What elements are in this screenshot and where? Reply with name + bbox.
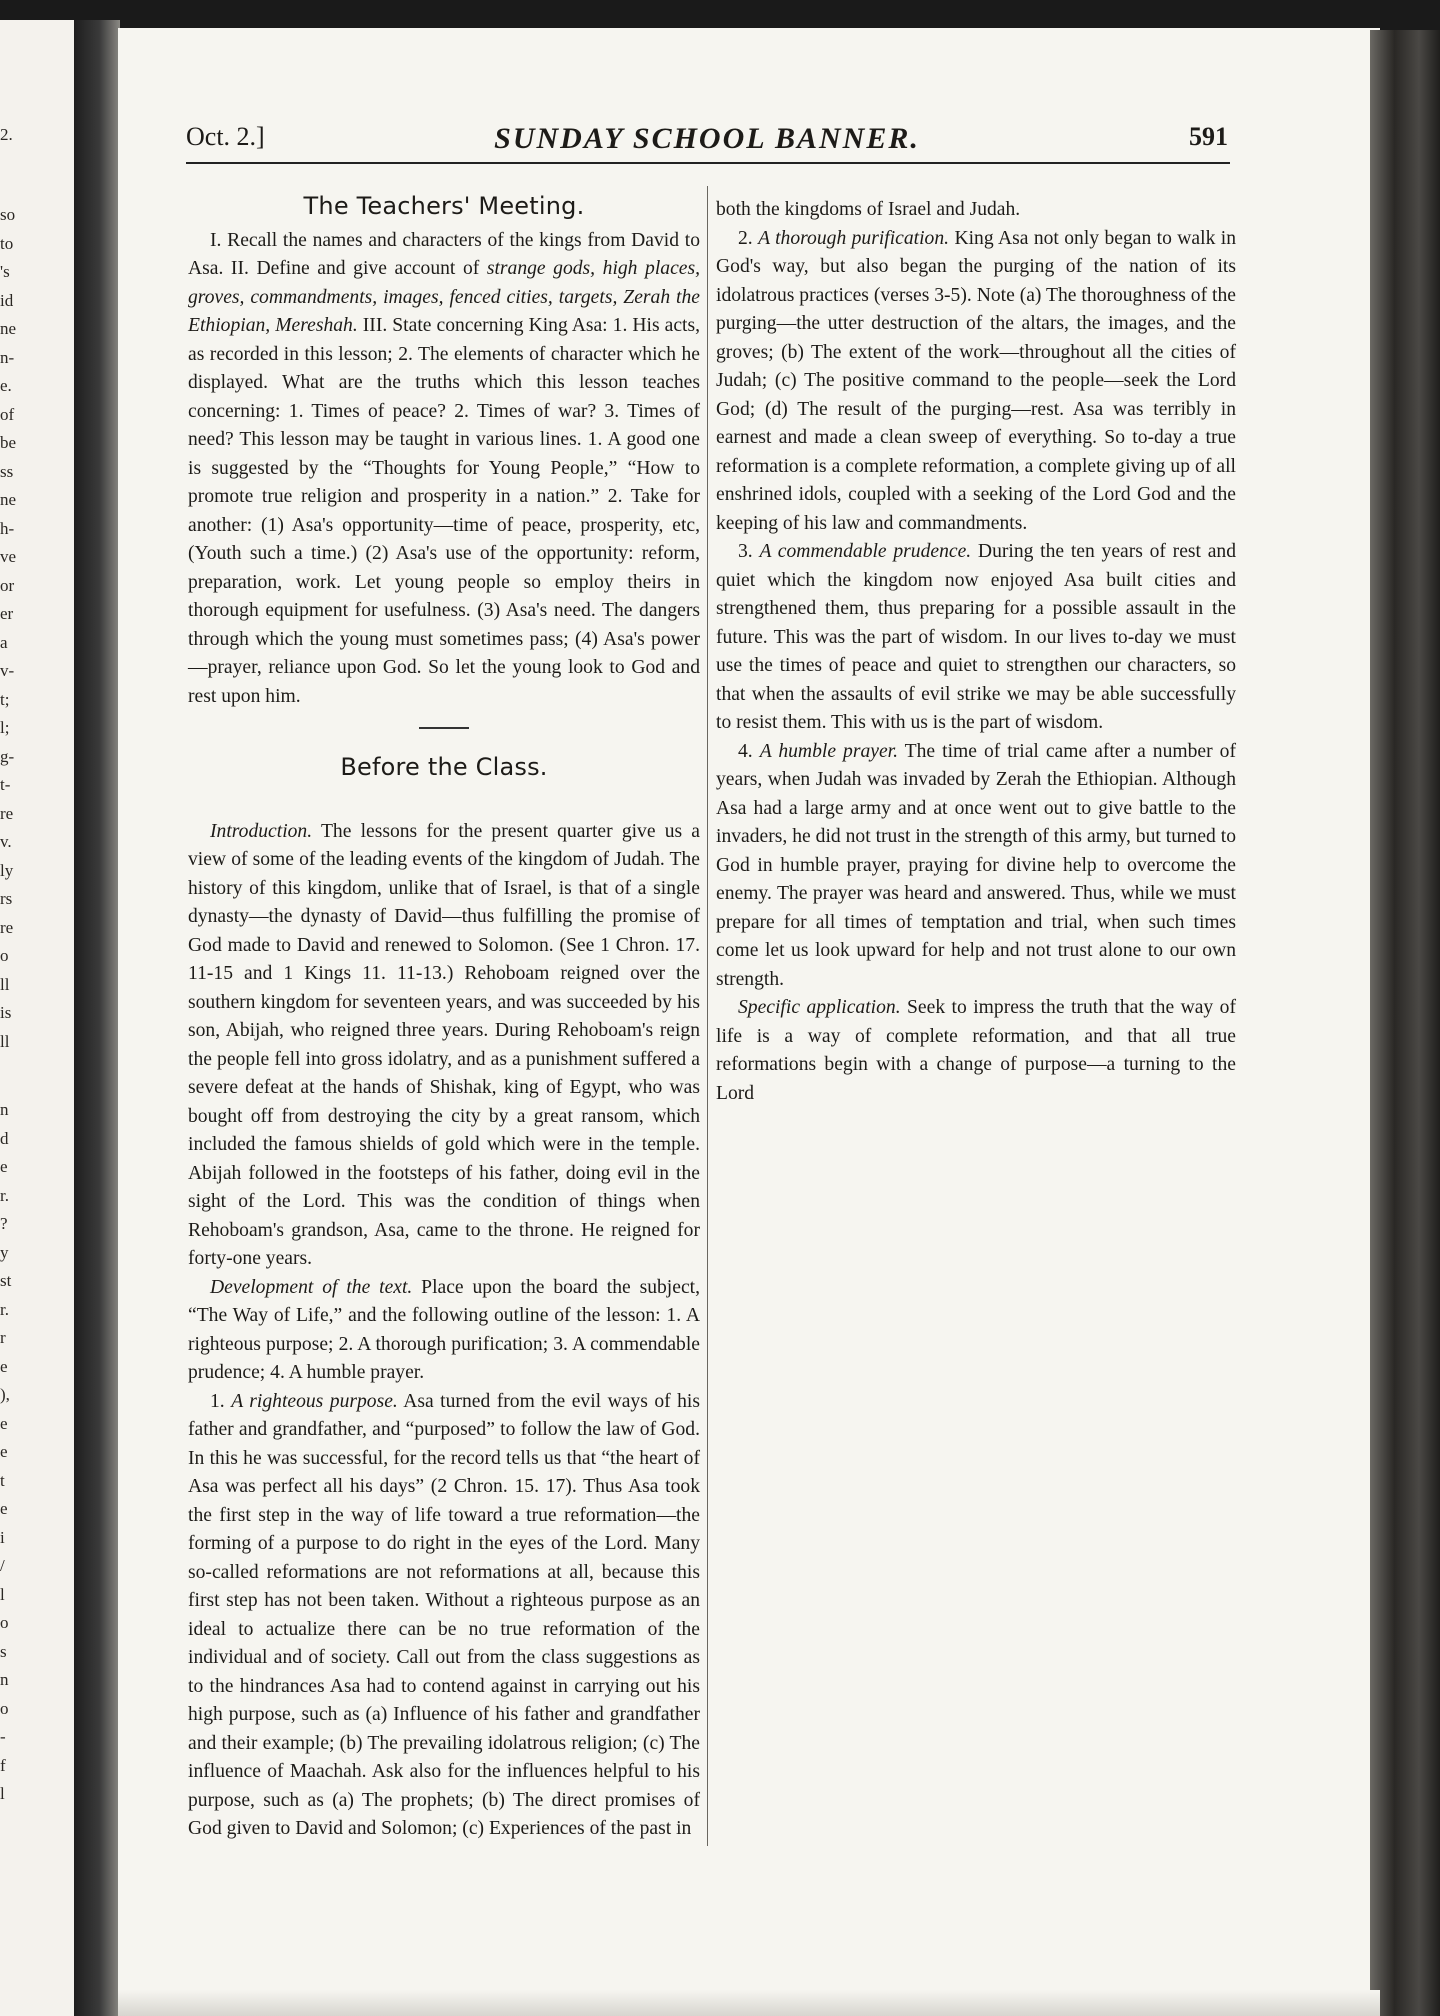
point-1-continued: both the kingdoms of Israel and Judah. — [716, 199, 1021, 220]
introduction-label: Introduction. — [210, 820, 313, 842]
adjacent-page-fragment: r. — [0, 1185, 9, 1205]
adjacent-page-fragment: e — [0, 1356, 8, 1376]
left-column — [188, 192, 700, 1844]
adjacent-page-fragment: ly — [0, 860, 14, 880]
point-1-number: 1. — [210, 1390, 225, 1412]
adjacent-page-fragment: l — [0, 1784, 5, 1803]
adjacent-page-fragment: ? — [0, 1214, 8, 1233]
point-4-paragraph — [716, 738, 1236, 995]
adjacent-page-fragment: of — [0, 404, 15, 424]
adjacent-page-fragment: e — [0, 1157, 8, 1176]
adjacent-page-fragment: / — [0, 1556, 5, 1575]
point-3-text: During the ten years of rest and quiet which the kingdom now enjoyed Asa built cities and strengthened them, thus preparing for a possible assault in the future. This was the part of wisdom. In our lives to-day we must use the times of peace and quiet to strengthen our characters, so that when the assaults of evil strike we may be able successfully to resist them. This with us is the part of wisdom. — [716, 541, 1236, 733]
point-3-number: 3. — [738, 541, 753, 562]
header-date: Oct. 2.] — [186, 122, 265, 151]
adjacent-page-fragment: er — [0, 604, 14, 623]
adjacent-page-fragment: y — [0, 1242, 9, 1262]
point-1-text: Asa turned from the evil ways of his father and grandfather, and “purposed” to follow the law of God. In this he was successful, for the record tells us that “the heart of Asa was perfect all his days” (2 Chron. 15. 17). Thus Asa took the first step in the way of life toward a true reformation—the forming of a purpose to do right in the eyes of the Lord. Many so-called reformations are not reformations at all, because this first step has not been taken. Without a righteous purpose as an ideal to actualize there can be no true reformation of the individual and of society. Call out from the class suggestions as to the hindrances Asa had to contend against in carrying out his high purpose, such as (a) Influence of his father and grandfather and their example; (b) The prevailing idolatrous religion; (c) The influence of Maachah. Ask also for the influences helpful to his purpose, such as (a) The prophets; (b) The direct promises of God given to David and Solomon; (c) Experiences of the past in — [188, 1390, 700, 1839]
page-bottom-shadow — [118, 1990, 1380, 2016]
book-gutter — [74, 20, 120, 2016]
adjacent-page-fragment: so — [0, 205, 16, 224]
header-rule — [186, 162, 1230, 164]
adjacent-page-fragment: ), — [0, 1385, 10, 1404]
adjacent-page-fragment: t; — [0, 689, 10, 709]
running-header — [186, 122, 1228, 162]
adjacent-page-fragment: re — [0, 803, 14, 823]
point-4-label: A humble prayer. — [759, 740, 898, 762]
development-paragraph — [188, 1274, 700, 1388]
development-label: Development of the text. — [210, 1276, 413, 1298]
tm-text-2: III. State concerning King Asa: 1. His acts, as recorded in this lesson; 2. The elements of character which he displayed. What are the truths which this lesson teaches concerning: 1. Times of peace? 2. Times of war? 3. Times of need? This lesson may be taught in various lines. 1. A good one is suggested by the “Thoughts for Young People,” “How to promote true religion and prosperity in a nation.” 2. Take for another: (1) Asa's opportunity—time of peace, prosperity, etc, (Youth such a time.) (2) Asa's use of the opportunity: reform, preparation, work. Let young people so employ theirs in thorough equipment for usefulness. (3) Asa's need. The dangers through which the young must sometimes pass; (4) Asa's power—prayer, reliance upon God. So let the young look to God and rest upon him. — [188, 315, 700, 707]
specific-application-text: Seek to impress the truth that the way of life is a way of complete reformation, and that all true reformations begin with a change of purpose—a turning to the Lord — [716, 997, 1236, 1104]
adjacent-page-fragment: h- — [0, 518, 15, 538]
adjacent-page-fragment: o — [0, 1613, 9, 1632]
column-divider — [707, 186, 708, 1846]
adjacent-page-fragment: g- — [0, 746, 15, 766]
adjacent-page-fragment: e — [0, 1442, 8, 1461]
adjacent-page-fragment: f — [0, 1755, 6, 1775]
tm-text-1: I. Recall the names and characters of the kings from David to Asa. II. Define and give account of — [188, 229, 700, 279]
adjacent-page-fragment: id — [0, 290, 14, 310]
adjacent-page-fragment: re — [0, 917, 14, 937]
adjacent-page-fragment: 2. — [0, 125, 13, 144]
adjacent-page-fragment: n — [0, 1670, 9, 1689]
adjacent-page-fragment: n — [0, 1100, 9, 1119]
point-2-text: King Asa not only began to walk in God's way, but also began the purging of the nation of its idolatrous practices (verses 3-5). Note (a) The thoroughness of the purging—the utter destruction of the altars, the images, and the groves; (b) The extent of the work—throughout all the cities of Judah; (c) The positive command to the people—seek the Lord God; (d) The result of the purging—rest. Asa was terribly in earnest and made a clean sweep of everything. So to-day a true reformation is a complete reformation, a complete giving up of all enshrined idols, coupled with a seeking of the Lord God and the keeping of his law and commandments. — [716, 227, 1236, 534]
introduction-paragraph — [188, 818, 700, 1274]
adjacent-page-fragment: ll — [0, 974, 10, 994]
before-class-heading: Before the Class. — [340, 753, 548, 781]
teachers-meeting-heading: The Teachers' Meeting. — [303, 192, 585, 220]
point-2-number: 2. — [738, 227, 753, 249]
publication-title: SUNDAY SCHOOL BANNER. — [494, 122, 920, 155]
adjacent-page-fragment: be — [0, 433, 17, 452]
point-2-label: A thorough purification. — [758, 227, 950, 249]
adjacent-page-fragment: 's — [0, 262, 10, 281]
adjacent-page-fragment: s — [0, 1641, 7, 1661]
right-column — [716, 196, 1236, 1108]
adjacent-page-fragment: l — [0, 1584, 5, 1604]
specific-application-paragraph — [716, 994, 1236, 1108]
adjacent-page-fragment: o — [0, 1698, 9, 1718]
adjacent-page-fragment: v. — [0, 832, 12, 851]
adjacent-page-fragment: ve — [0, 547, 17, 566]
introduction-text: The lessons for the present quarter give us a view of some of the leading events of the kingdom of Judah. The history of this kingdom, unlike that of Israel, is that of a single dynasty—the dynasty of David—thus fulfilling the promise of God made to David and renewed to Solomon. (See 1 Chron. 17. 11-15 and 1 Kings 11. 11-13.) Rehoboam reigned over the southern kingdom for seventeen years, and was succeeded by his son, Abijah, who reigned three years. During Rehoboam's reign the people fell into gross idolatry, and as a punishment suffered a severe defeat at the hands of Shishak, king of Egypt, who was bought off from destroying the city by a great ransom, which included the famous shields of gold which were in the temple. Abijah followed in the footsteps of his father, doing evil in the sight of the Lord. This was the condition of things when Rehoboam's grandson, Asa, came to the throne. He reigned for forty-one years. — [188, 820, 700, 1269]
point-4-number: 4. — [738, 740, 753, 762]
adjacent-page-fragment: ne — [0, 319, 17, 338]
point-1-label: A righteous purpose. — [231, 1390, 398, 1412]
adjacent-page-fragment: or — [0, 575, 15, 595]
adjacent-page-fragment: i — [0, 1527, 5, 1547]
adjacent-page-fragment: to — [0, 233, 14, 253]
teachers-meeting-paragraph — [188, 227, 700, 712]
adjacent-page-fragment: a — [0, 632, 8, 652]
adjacent-page-fragment: st — [0, 1271, 12, 1290]
adjacent-page-fragment: e — [0, 1413, 8, 1433]
point-3-label: A commendable prudence. — [759, 541, 972, 562]
point-4-text: The time of trial came after a number of years, when Judah was invaded by Zerah the Ethiopian. Although Asa had a large army and at once went out to give battle to the invaders, he did not trust in the strength of this army, but turned to God in humble prayer, praying for divine help to overcome the enemy. The prayer was heard and answered. Thus, while we must prepare for all times of temptation and trial, when such times come let us look upward for help and not trust alone to our own strength. — [716, 740, 1236, 990]
adjacent-page-fragment: t — [0, 1470, 5, 1490]
point-2-paragraph — [716, 225, 1236, 539]
adjacent-page-fragment: ne — [0, 490, 17, 509]
adjacent-page-fragment: v- — [0, 661, 15, 680]
adjacent-page-fragment: r. — [0, 1299, 9, 1319]
adjacent-page-fragment: ll — [0, 1031, 10, 1051]
adjacent-page-fragment: o — [0, 946, 9, 965]
point-1-paragraph — [188, 1388, 700, 1844]
adjacent-page-fragment: l; — [0, 718, 10, 737]
adjacent-page-fragment: e — [0, 1499, 8, 1518]
development-text: Place upon the board the subject, “The Way of Life,” and the following outline of the lesson: 1. A righteous purpose; 2. A thorough purification; 3. A commendable prudence; 4. A humble prayer. — [188, 1276, 700, 1383]
specific-application-label: Specific application. — [738, 997, 901, 1018]
tm-terms: strange gods, high places, groves, commandments, images, fenced cities, targets, Zerah the Ethiopian, Mereshah. — [188, 258, 700, 336]
adjacent-page-fragment: is — [0, 1003, 12, 1022]
adjacent-page-fragment: t- — [0, 775, 11, 794]
adjacent-page-fragment: n- — [0, 347, 15, 367]
adjacent-page-fragment: e. — [0, 376, 12, 395]
adjacent-page-fragment: d — [0, 1128, 9, 1148]
page-number: 591 — [1189, 122, 1228, 151]
adjacent-page-fragment: ss — [0, 461, 14, 481]
adjacent-page-fragment: rs — [0, 889, 13, 908]
adjacent-page-fragment: r — [0, 1328, 6, 1347]
adjacent-page-fragment: - — [0, 1727, 6, 1746]
section-divider — [419, 727, 469, 729]
page-edge-shadow — [1370, 30, 1440, 2016]
point-3-paragraph — [716, 538, 1236, 738]
